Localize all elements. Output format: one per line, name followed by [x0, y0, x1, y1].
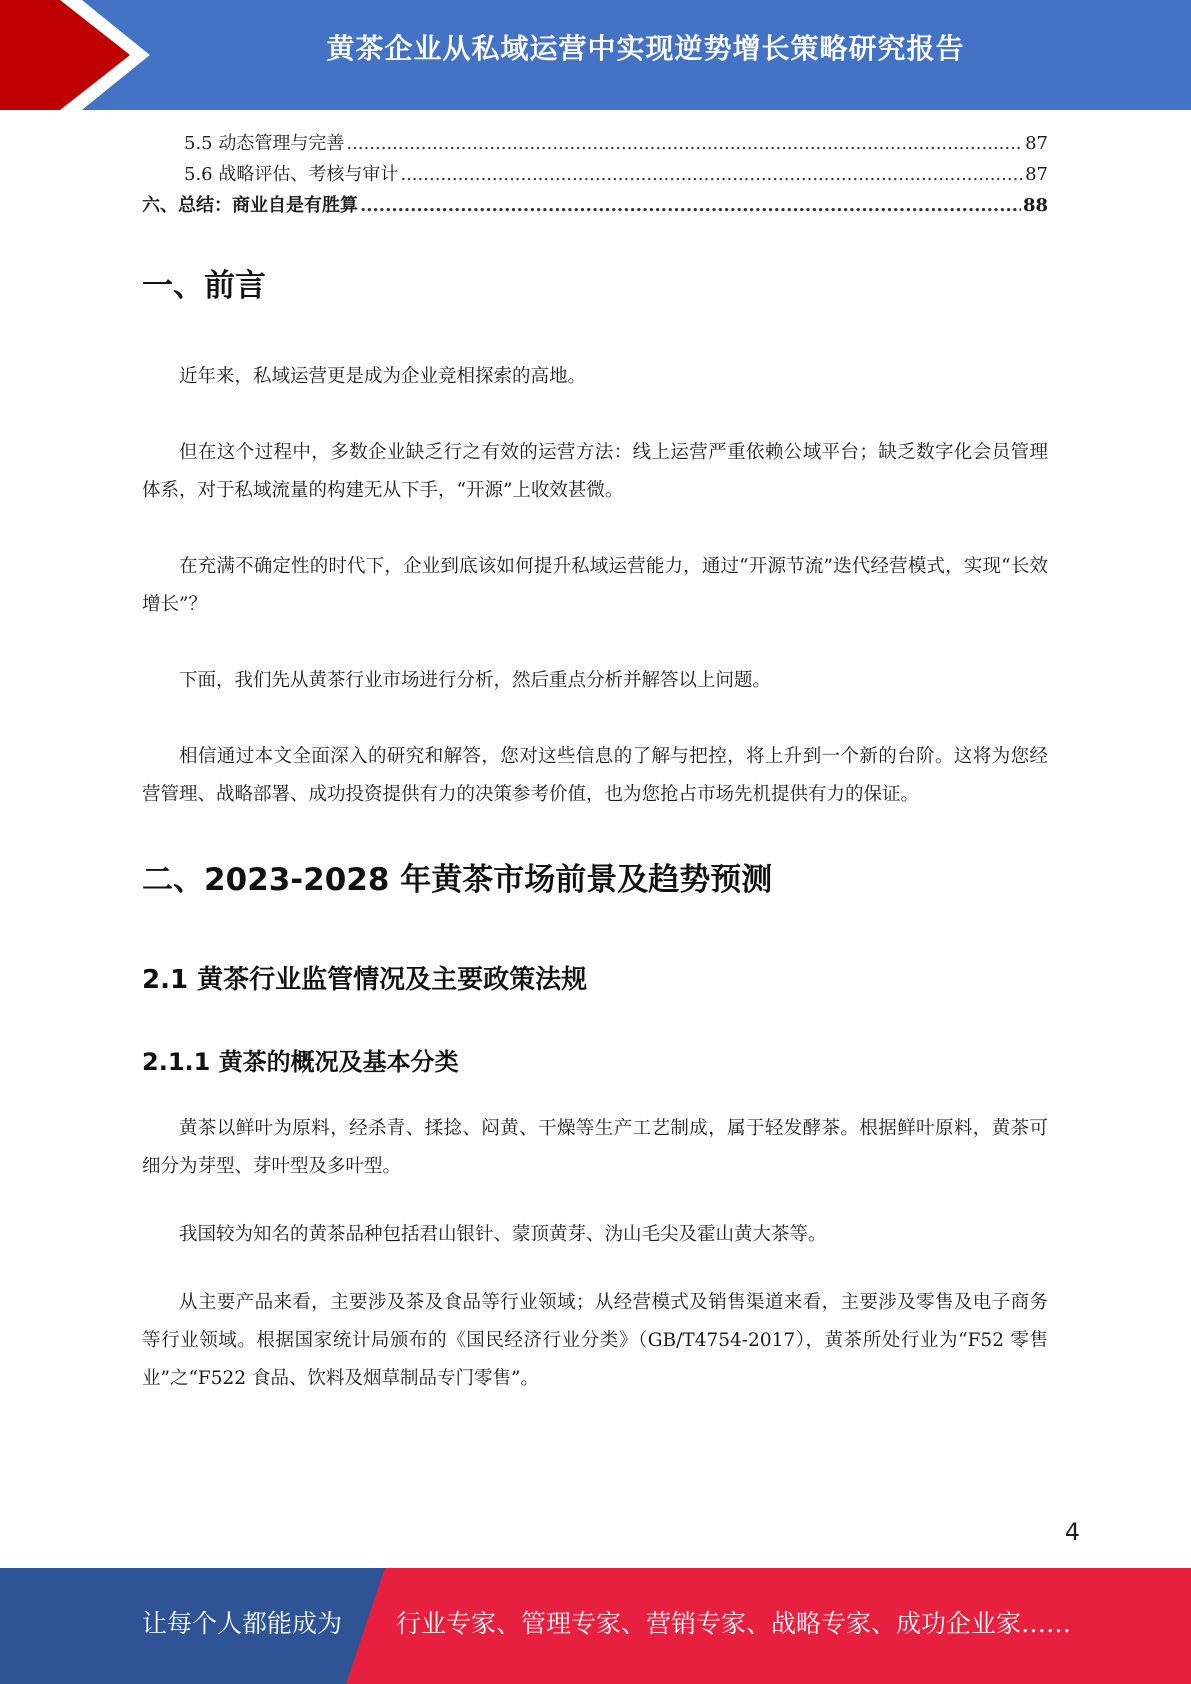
subsection-heading: 2.1 黄茶行业监管情况及主要政策法规	[142, 965, 588, 995]
paragraph: 从主要产品来看，主要涉及茶及食品等行业领域；从经营模式及销售渠道来看，主要涉及零售及电子商务等行业领域。根据国家统计局颁布的《国民经济行业分类》（GB/T4754-2017），黄茶所处行业为“F52 零售业”之“F522 食品、饮料及烟草制品专门零售”。	[142, 1292, 1048, 1389]
toc-entry-page: 87	[1025, 133, 1048, 154]
page-header	[0, 0, 1191, 110]
toc-entry[interactable]	[142, 190, 1048, 221]
paragraph: 相信通过本文全面深入的研究和解答，您对这些信息的了解与把控，将上升到一个新的台阶。这将为您经营管理、战略部署、成功投资提供有力的决策参考价值，也为您抢占市场先机提供有力的保证。	[142, 746, 1048, 805]
page-number: 4	[1064, 1518, 1080, 1546]
subsubsection-heading: 2.1.1 黄茶的概况及基本分类	[142, 1048, 459, 1076]
paragraph: 但在这个过程中，多数企业缺乏行之有效的运营方法：线上运营严重依赖公域平台；缺乏数字化会员管理体系，对于私域流量的构建无从下手，“开源”上收效甚微。	[142, 442, 1048, 501]
toc-entry-label: 六、总结：商业自是有胜算	[142, 195, 358, 216]
toc-dot-leader	[346, 128, 1023, 159]
paragraph: 近年来，私域运营更是成为企业竞相探索的高地。	[179, 366, 587, 387]
paragraph: 下面，我们先从黄茶行业市场进行分析，然后重点分析并解答以上问题。	[179, 670, 772, 691]
footer-slogan-right: 行业专家、管理专家、营销专家、战略专家、成功企业家……	[396, 1609, 1072, 1638]
toc-entry[interactable]	[142, 159, 1048, 190]
footer-slogan-left: 让每个人都能成为	[142, 1609, 343, 1638]
toc-entry-label: 5.5 动态管理与完善	[184, 133, 345, 154]
toc-entry-label: 5.6 战略评估、考核与审计	[184, 164, 399, 185]
toc-dot-leader	[400, 159, 1023, 190]
section-heading-preface: 一、前言	[142, 268, 266, 304]
toc-entry[interactable]	[142, 128, 1048, 159]
toc-dot-leader	[360, 190, 1021, 221]
toc-entry-page: 87	[1025, 164, 1048, 185]
section-heading-outlook: 二、2023-2028 年黄茶市场前景及趋势预测	[142, 862, 773, 898]
document-body	[142, 260, 1048, 1398]
paragraph: 在充满不确定性的时代下，企业到底该如何提升私域运营能力，通过“开源节流”迭代经营模式，实现“长效增长”？	[142, 556, 1048, 615]
page-footer	[0, 1568, 1191, 1684]
paragraph: 我国较为知名的黄茶品种包括君山银针、蒙顶黄芽、沩山毛尖及霍山黄大茶等。	[179, 1224, 827, 1245]
paragraph: 黄茶以鲜叶为原料，经杀青、揉捻、闷黄、干燥等生产工艺制成，属于轻发酵茶。根据鲜叶原料，黄茶可细分为芽型、芽叶型及多叶型。	[142, 1118, 1048, 1177]
toc-entry-page: 88	[1022, 195, 1048, 216]
table-of-contents	[142, 128, 1048, 221]
report-title: 黄茶企业从私域运营中实现逆势增长策略研究报告	[326, 32, 965, 65]
